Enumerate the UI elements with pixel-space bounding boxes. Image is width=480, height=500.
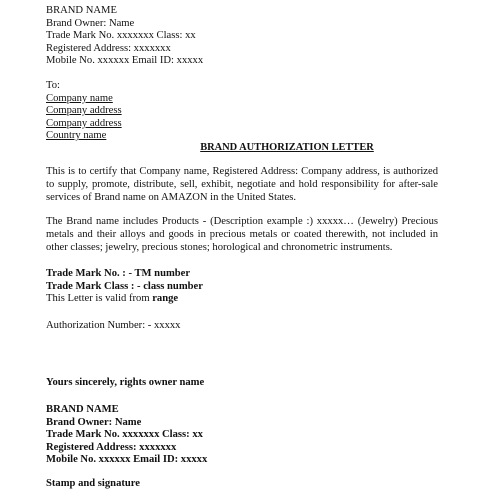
recipient-address-2: Company address	[46, 117, 122, 129]
signature-block	[46, 404, 207, 467]
footer-contact: Mobile No. xxxxxx Email ID: xxxxx	[46, 454, 208, 466]
sender-address: Registered Address: xxxxxxx	[46, 42, 171, 54]
sender-header	[46, 5, 203, 68]
validity-range: range	[152, 293, 179, 305]
recipient-country: Country name	[46, 130, 107, 142]
recipient-to-label: To:	[46, 80, 60, 91]
footer-address: Registered Address: xxxxxxx	[46, 441, 177, 453]
validity-prefix: This Letter is valid from	[46, 293, 153, 305]
footer-trademark: Trade Mark No. xxxxxxx Class: xx	[46, 429, 203, 441]
authorization-number: Authorization Number: - xxxxx	[46, 320, 181, 331]
certification-paragraph: This is to certify that Company name, Registered Address: Company address, is authorized to supply, promote, distribute, sell, exhibit, negotiate and hold responsibility for after-sale services of Brand name on AMAZON in the United States.	[46, 166, 438, 203]
trademark-block	[46, 268, 203, 306]
trademark-class: Trade Mark Class : - class number	[46, 280, 203, 292]
trademark-number: Trade Mark No. : - TM number	[46, 268, 191, 279]
stamp-and-signature: Stamp and signature	[46, 478, 140, 489]
sender-brand-owner: Brand Owner: Name	[46, 17, 135, 29]
sender-contact: Mobile No. xxxxxx Email ID: xxxxx	[46, 55, 204, 67]
recipient-company-name: Company name	[46, 92, 113, 104]
recipient-address-1: Company address	[46, 105, 122, 117]
closing-line: Yours sincerely, rights owner name	[46, 377, 205, 388]
sender-brand-name: BRAND NAME	[46, 5, 117, 16]
validity-line	[46, 293, 203, 306]
sender-trademark: Trade Mark No. xxxxxxx Class: xx	[46, 30, 196, 42]
letter-title-row	[0, 142, 480, 155]
footer-brand-name: BRAND NAME	[46, 404, 119, 415]
recipient-block	[46, 80, 122, 143]
footer-brand-owner: Brand Owner: Name	[46, 416, 142, 428]
letter-title: BRAND AUTHORIZATION LETTER	[200, 142, 374, 153]
products-paragraph: The Brand name includes Products - (Description example :) xxxxx… (Jewelry) Precious metals and their alloys and goods in precious metals or coated therewith, not included in other classes; jewelry, precious stones; horological and chronometric instruments.	[46, 216, 438, 253]
